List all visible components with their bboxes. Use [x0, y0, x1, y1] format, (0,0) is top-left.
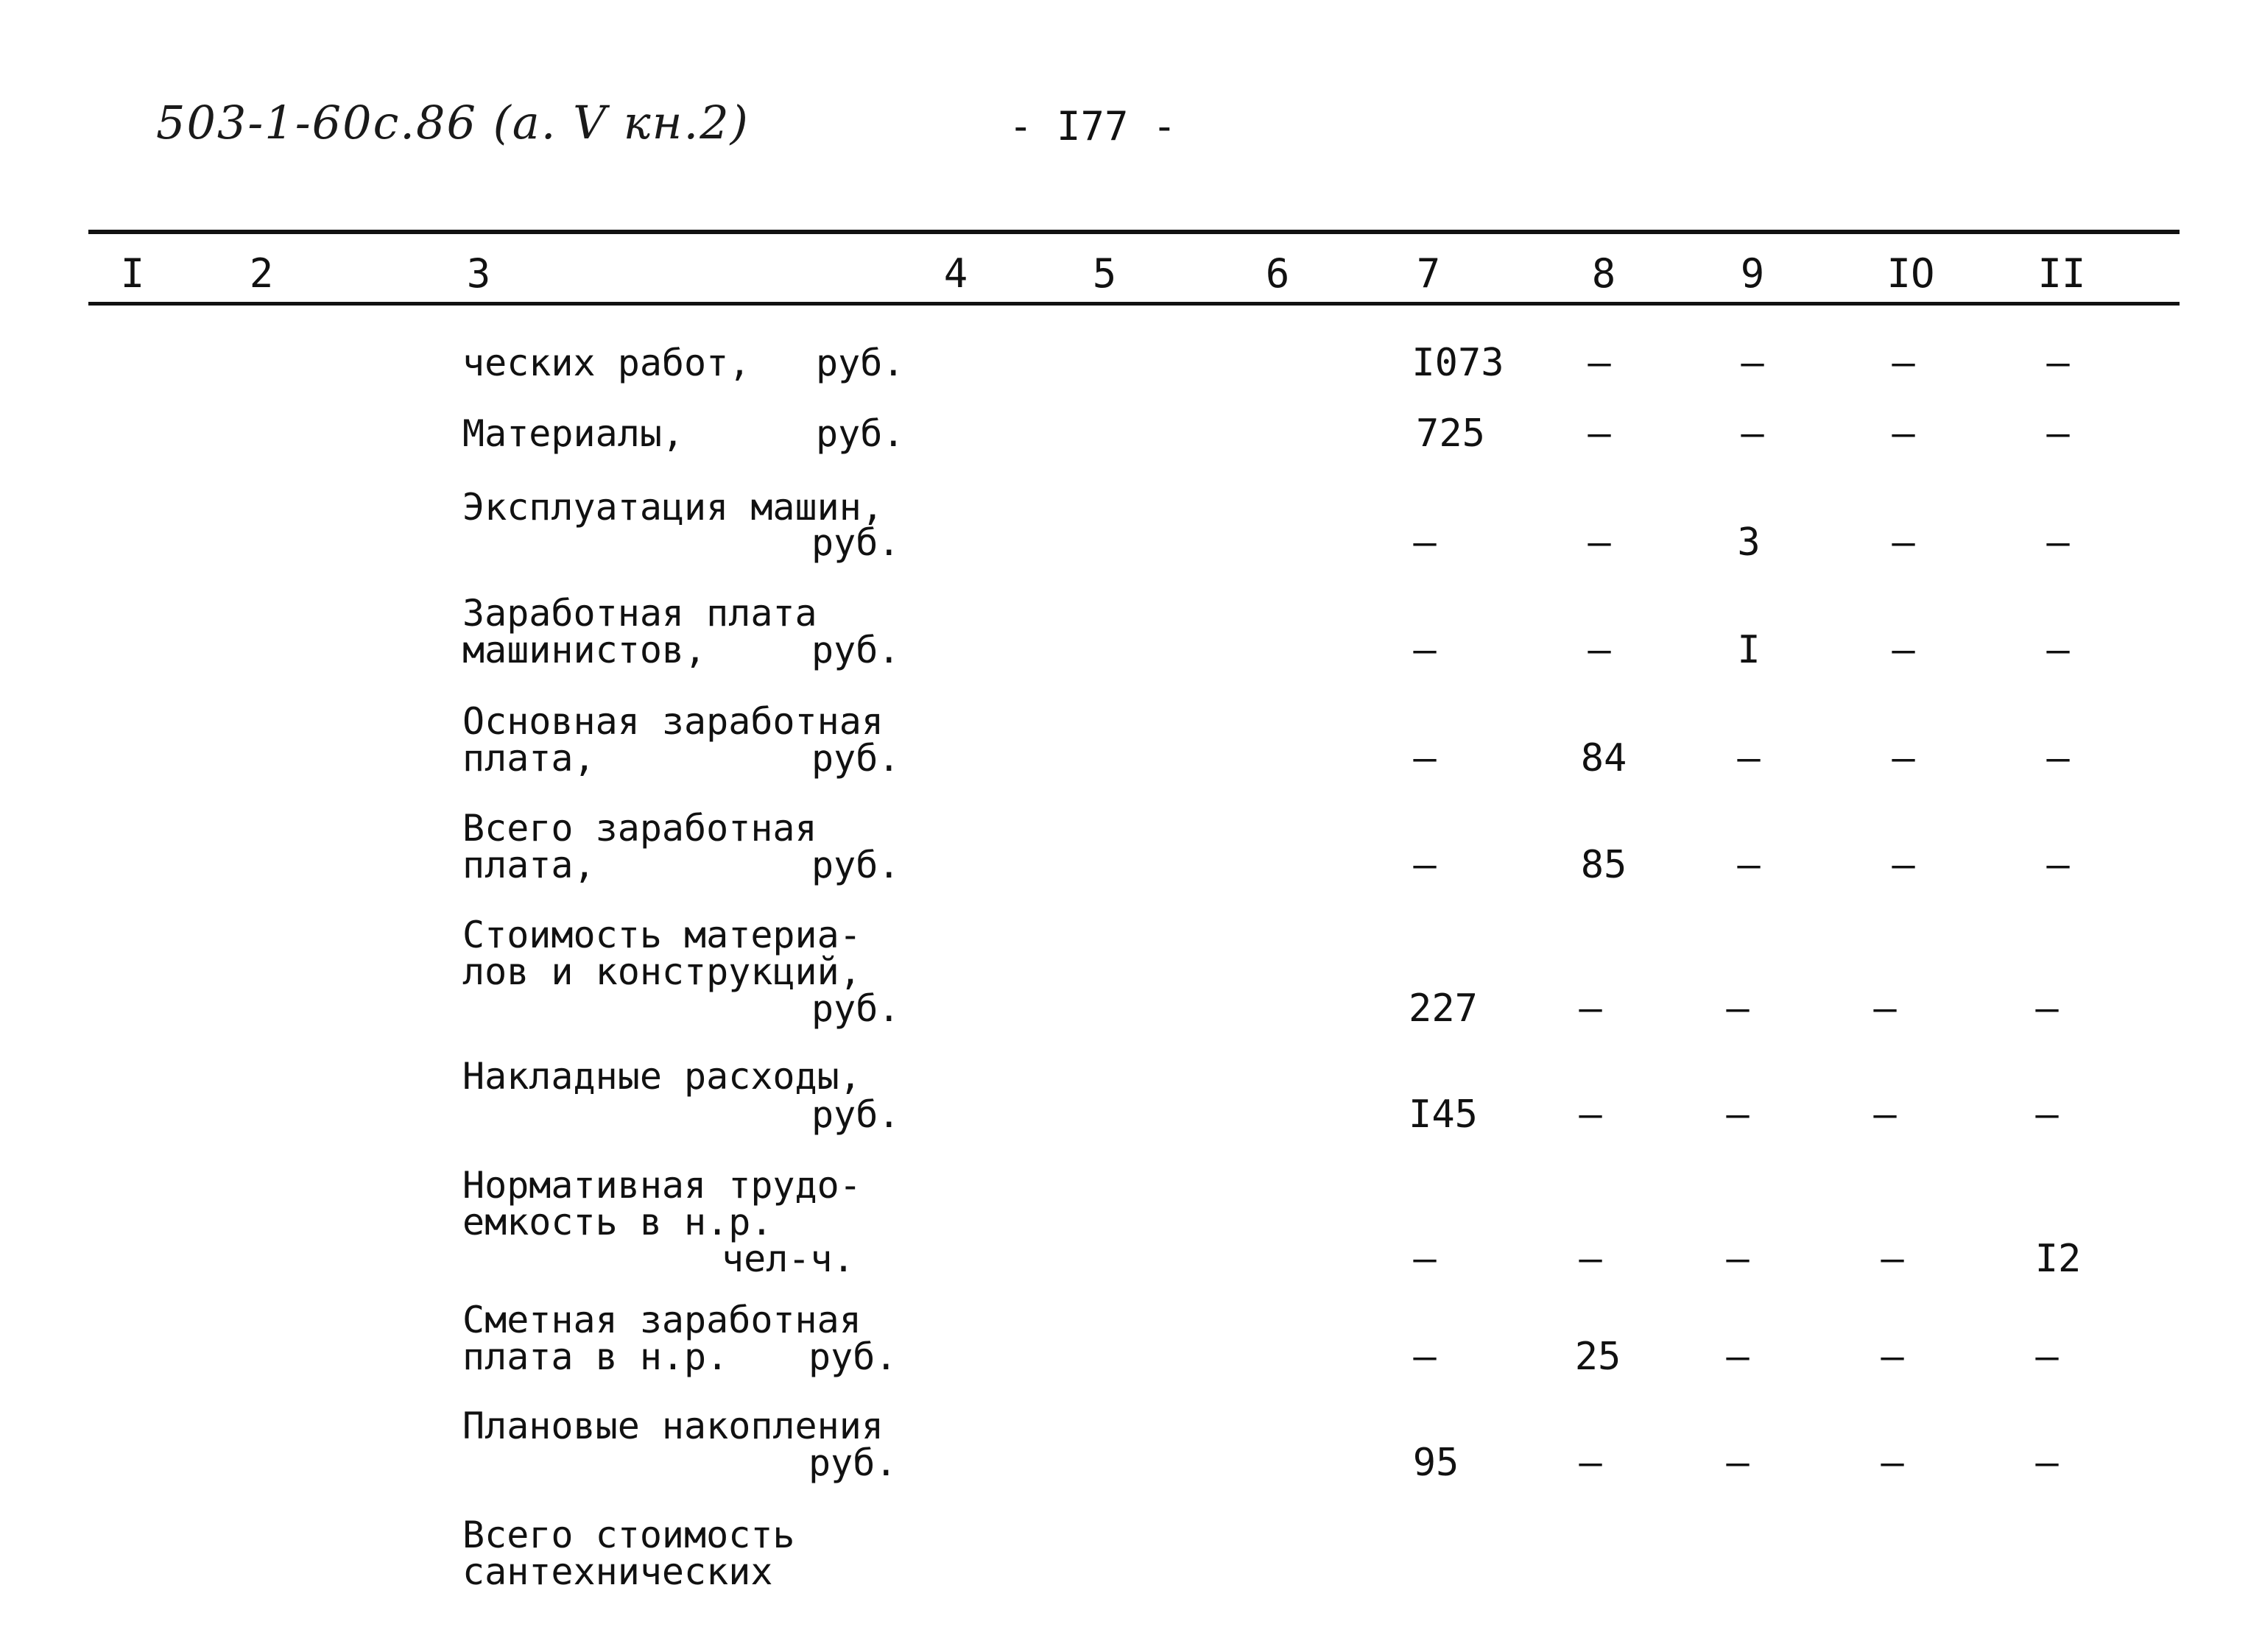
cell-col11: – — [2046, 628, 2070, 672]
cell-col8: – — [1588, 412, 1611, 456]
column-header-8: 8 — [1591, 250, 1616, 297]
row-label: Всего стоимость сантехнических — [462, 1514, 795, 1593]
cell-col10: – — [1892, 412, 1915, 456]
cell-col7: – — [1413, 843, 1437, 887]
handwritten-doc-code: 503-1-60с.86 (а. V кн.2) — [156, 96, 750, 149]
cell-col7: – — [1413, 736, 1437, 780]
cell-col7: 227 — [1409, 986, 1478, 1031]
row-unit: руб. — [816, 342, 905, 384]
cell-col10: – — [1881, 1237, 1904, 1281]
row-unit: руб. — [811, 1093, 901, 1136]
cell-col10: – — [1892, 736, 1915, 780]
cell-col7: – — [1413, 1237, 1437, 1281]
row-unit: руб. — [811, 844, 901, 886]
cell-col8: – — [1588, 341, 1611, 385]
cell-col7: – — [1413, 520, 1437, 565]
cell-col9: I — [1737, 628, 1761, 672]
row-unit: руб. — [811, 521, 901, 564]
row-unit: чел-ч. — [722, 1238, 855, 1280]
row-label: Заработная плата машинистов, — [462, 592, 817, 671]
cell-col8: 84 — [1580, 736, 1627, 780]
cell-col9: – — [1737, 736, 1761, 780]
cell-col11: – — [2046, 520, 2070, 565]
row-unit: руб. — [808, 1441, 898, 1484]
cell-col11: – — [2035, 1092, 2059, 1137]
row-label: Основная заработная плата, — [462, 700, 884, 780]
cell-col10: – — [1892, 843, 1915, 887]
cell-col7: – — [1413, 1335, 1437, 1379]
cell-col8: 25 — [1574, 1335, 1621, 1379]
row-label: Сметная заработная плата в н.р. — [462, 1299, 862, 1378]
column-header-4: 4 — [943, 250, 968, 297]
cell-col11: – — [2046, 736, 2070, 780]
table-top-rule — [88, 230, 2180, 234]
cell-col9: 3 — [1737, 520, 1761, 565]
cell-col7: – — [1413, 628, 1437, 672]
cell-col7: 725 — [1416, 412, 1485, 456]
row-label: Эксплуатация машин, — [462, 486, 884, 529]
cell-col10: – — [1892, 520, 1915, 565]
cell-col11: – — [2046, 412, 2070, 456]
cell-col8: 85 — [1580, 843, 1627, 887]
row-label: Нормативная трудо- емкость в н.р. — [462, 1164, 862, 1243]
cell-col9: – — [1726, 1441, 1750, 1485]
cell-col7: I073 — [1412, 341, 1504, 385]
column-header-6: 6 — [1265, 250, 1290, 297]
row-label: ческих работ, — [462, 342, 751, 384]
column-header-5: 5 — [1092, 250, 1117, 297]
column-header-7: 7 — [1416, 250, 1441, 297]
cell-col9: – — [1726, 1092, 1750, 1137]
cell-col9: – — [1726, 986, 1750, 1031]
row-label: Всего заработная плата, — [462, 807, 817, 886]
cell-col8: – — [1588, 628, 1611, 672]
column-header-3: 3 — [466, 250, 491, 297]
cell-col9: – — [1726, 1237, 1750, 1281]
cell-col9: – — [1741, 412, 1764, 456]
cell-col9: – — [1726, 1335, 1750, 1379]
cell-col10: – — [1873, 986, 1897, 1031]
cell-col10: – — [1881, 1335, 1904, 1379]
row-label: Материалы, — [462, 412, 685, 455]
row-label: Плановые накопления — [462, 1405, 884, 1447]
cell-col10: – — [1881, 1441, 1904, 1485]
cell-col8: – — [1579, 1092, 1602, 1137]
cell-col11: – — [2035, 986, 2059, 1031]
row-unit: руб. — [816, 412, 905, 455]
cell-col9: – — [1737, 843, 1761, 887]
row-unit: руб. — [811, 737, 901, 780]
column-header-2: 2 — [249, 250, 274, 297]
column-header-10: IO — [1886, 250, 1935, 297]
table-header-rule — [88, 302, 2180, 306]
cell-col7: I45 — [1409, 1092, 1478, 1137]
cell-col10: – — [1892, 628, 1915, 672]
cell-col8: – — [1579, 986, 1602, 1031]
cell-col11: – — [2046, 843, 2070, 887]
cell-col8: – — [1579, 1441, 1602, 1485]
cell-col11: – — [2046, 341, 2070, 385]
column-header-9: 9 — [1740, 250, 1765, 297]
row-unit: руб. — [808, 1335, 898, 1378]
row-unit: руб. — [811, 629, 901, 671]
cell-col10: – — [1873, 1092, 1897, 1137]
column-header-1: I — [120, 250, 145, 297]
cell-col10: – — [1892, 341, 1915, 385]
cell-col7: 95 — [1412, 1441, 1459, 1485]
cell-col11: – — [2035, 1335, 2059, 1379]
cell-col8: – — [1588, 520, 1611, 565]
row-unit: руб. — [811, 987, 901, 1030]
page-number: - I77 - — [1009, 103, 1177, 149]
cell-col9: – — [1741, 341, 1764, 385]
column-header-11: II — [2037, 250, 2086, 297]
cell-col8: – — [1579, 1237, 1602, 1281]
cell-col11: – — [2035, 1441, 2059, 1485]
row-label: Стоимость материа- лов и конструкций, — [462, 914, 862, 993]
cell-col11: I2 — [2034, 1237, 2082, 1281]
row-label: Накладные расходы, — [462, 1055, 862, 1098]
